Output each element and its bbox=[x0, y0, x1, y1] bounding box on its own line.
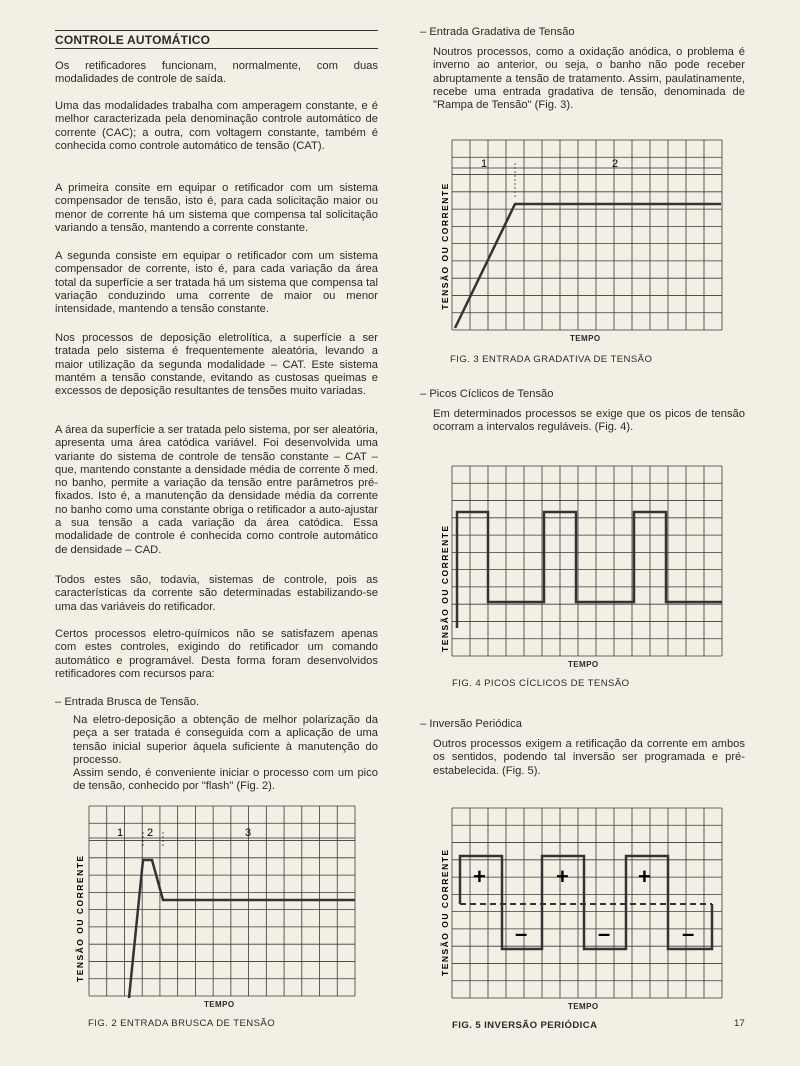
page-number: 17 bbox=[734, 1018, 745, 1029]
item-1-text-2: Assim sendo, é conveniente iniciar o processo com um pico de tensão, conhecido por "flash" (Fig. 2). bbox=[73, 767, 378, 793]
item-1-text-block bbox=[73, 714, 378, 794]
figure-5-minus-1: – bbox=[515, 921, 528, 946]
figure-5-inversion-wave bbox=[460, 856, 712, 949]
figure-5-caption: FIG. 5 INVERSÃO PERIÓDICA bbox=[452, 1020, 598, 1031]
figure-5 bbox=[430, 804, 730, 1004]
item-4-title-block bbox=[420, 718, 745, 731]
paragraph-5: Nos processos de deposição eletrolítica, a superfície a ser tratada pelo sistema é frequentemente aleatória, levando a maior utilização da segunda modalidade – CAT. Este sistema mantém a tensão constande, evitando as custosas queimas e excessos de deposição resultantes de tensões muito variadas. bbox=[55, 332, 378, 398]
item-2-text: Noutros processos, como a oxidação anódica, o problema é inverno ao anterior, ou seja, o banho não pode receber abruptamente a tensão de tratamento. Assim, paulatinamente, recebe uma entrada gradativa de tensão, denominada de "Rampa de Tensão" (Fig. 3). bbox=[433, 46, 745, 112]
figure-5-plus-1: + bbox=[473, 864, 486, 889]
figure-5-minus-3: – bbox=[682, 921, 695, 946]
figure-4-grid bbox=[452, 466, 722, 656]
item-1-title-block bbox=[55, 696, 378, 709]
figure-5-ylabel: TENSÃO OU CORRENTE bbox=[440, 848, 450, 976]
paragraph-3-block bbox=[55, 182, 378, 235]
item-4-title: – Inversão Periódica bbox=[420, 718, 522, 730]
item-2-title-block bbox=[420, 26, 745, 39]
paragraph-7-block bbox=[55, 574, 378, 614]
paragraph-8: Certos processos eletro-químicos não se satisfazem apenas com estes controles, exigindo do retificador um comando automático e programável. Desta forma foram desenvolvidos retificadores com recursos para: bbox=[55, 628, 378, 680]
figure-3-caption: FIG. 3 ENTRADA GRADATIVA DE TENSÃO bbox=[450, 354, 653, 365]
figure-4-ylabel: TENSÃO OU CORRENTE bbox=[440, 524, 450, 652]
item-4-text: Outros processos exigem a retificação da corrente em ambos os sentidos, podendo tal inversão ser programada e pré- estabelecida. (Fig. 5). bbox=[433, 738, 745, 777]
paragraph-6-block bbox=[55, 424, 378, 557]
figure-2-label-3: 3 bbox=[245, 827, 252, 839]
item-3-title-block bbox=[420, 388, 745, 401]
paragraph-2-block bbox=[55, 100, 378, 153]
paragraph-4: A segunda consiste em equipar o retificador com um sistema compensador de corrente, isto é, para cada variação da área total da superfície a ser tratada há um sistema que compensa tal variação conduzindo uma corrente de maior ou menor intensidade, mantendo a tensão constante. bbox=[55, 250, 378, 316]
figure-2-caption: FIG. 2 ENTRADA BRUSCA DE TENSÃO bbox=[88, 1018, 276, 1029]
figure-5-xlabel: TEMPO bbox=[568, 1002, 599, 1011]
figure-3-label-2: 2 bbox=[612, 158, 619, 170]
figure-5-plus-2: + bbox=[556, 864, 569, 889]
item-1-title: – Entrada Brusca de Tensão. bbox=[55, 696, 200, 708]
figure-2 bbox=[55, 802, 365, 1002]
paragraph-4-block bbox=[55, 250, 378, 316]
paragraph-3: A primeira consite em equipar o retificador com um sistema compensador de tensão, isto é, para cada solicitação maior ou menor de corrente há um sistema que compensa tal solicitação variando a tensão, mantendo a corrente constante. bbox=[55, 182, 378, 234]
figure-2-xlabel: TEMPO bbox=[204, 1000, 235, 1009]
paragraph-7: Todos estes são, todavia, sistemas de controle, pois as características da corrente são determinadas estabilizando-se uma das variáveis do retificador. bbox=[55, 574, 378, 613]
item-2-title: – Entrada Gradativa de Tensão bbox=[420, 26, 575, 38]
item-4-text-block bbox=[433, 738, 745, 778]
figure-2-ylabel: TENSÃO OU CORRENTE bbox=[75, 854, 85, 982]
figure-3-label-1: 1 bbox=[481, 158, 488, 170]
paragraph-5-block bbox=[55, 332, 378, 398]
figure-2-voltage-curve bbox=[129, 860, 355, 998]
paragraph-8-block bbox=[55, 628, 378, 681]
paragraph-1: Os retificadores funcionam, normalmente, com duas modalidades de controle de saída. bbox=[55, 60, 378, 86]
figure-3 bbox=[430, 136, 730, 346]
figure-2-label-2: 2 bbox=[147, 827, 154, 839]
left-column bbox=[55, 60, 378, 87]
item-2-text-block bbox=[433, 46, 745, 112]
figure-3-grid bbox=[452, 140, 722, 330]
figure-2-label-1: 1 bbox=[117, 827, 124, 839]
item-3-text: Em determinados processos se exige que os picos de tensão ocorram a intervalos reguláveis. (Fig. 4). bbox=[433, 408, 745, 434]
item-1-text: Na eletro-deposição a obtenção de melhor polarização da peça a ser tratada é conseguida com a aplicação de uma tensão inicial superior àquela suficiente à manutenção do processo. bbox=[73, 714, 378, 766]
section-heading: CONTROLE AUTOMÁTICO bbox=[55, 30, 378, 49]
figure-5-minus-2: – bbox=[598, 921, 611, 946]
figure-3-ylabel: TENSÃO OU CORRENTE bbox=[440, 182, 450, 310]
paragraph-6: A área da superfície a ser tratada pelo sistema, por ser aleatória, apresenta uma área catódica variável. Foi desenvolvida uma variante do sistema de controle de tensão constante – CAT – que, mantendo constante a densidade média de corrente δ med. no banho, permite a variação da tensão entre parâmetros pré-fixados. Isto é, a manutenção da densidade média da corrente no banho como uma constante obriga o retificador a auto-ajustar a sua tensão a cada variação da área catódica. Essa modalidade de controle é conhecida como controle automático de densidade – CAD. bbox=[55, 424, 378, 556]
figure-4-xlabel: TEMPO bbox=[568, 660, 599, 669]
figure-3-xlabel: TEMPO bbox=[570, 334, 601, 343]
figure-4 bbox=[430, 462, 730, 662]
figure-3-voltage-curve bbox=[455, 204, 721, 328]
figure-5-plus-3: + bbox=[638, 864, 651, 889]
figure-4-caption: FIG. 4 PICOS CÍCLICOS DE TENSÃO bbox=[452, 678, 630, 689]
paragraph-2: Uma das modalidades trabalha com amperagem constante, e é melhor caracterizada pela denominação controle automático de corrente (CAC); a outra, com voltagem constante, também é conhecida como controle automático de tensão (CAT). bbox=[55, 100, 378, 152]
item-3-title: – Picos Cíclicos de Tensão bbox=[420, 388, 554, 400]
item-3-text-block bbox=[433, 408, 745, 435]
